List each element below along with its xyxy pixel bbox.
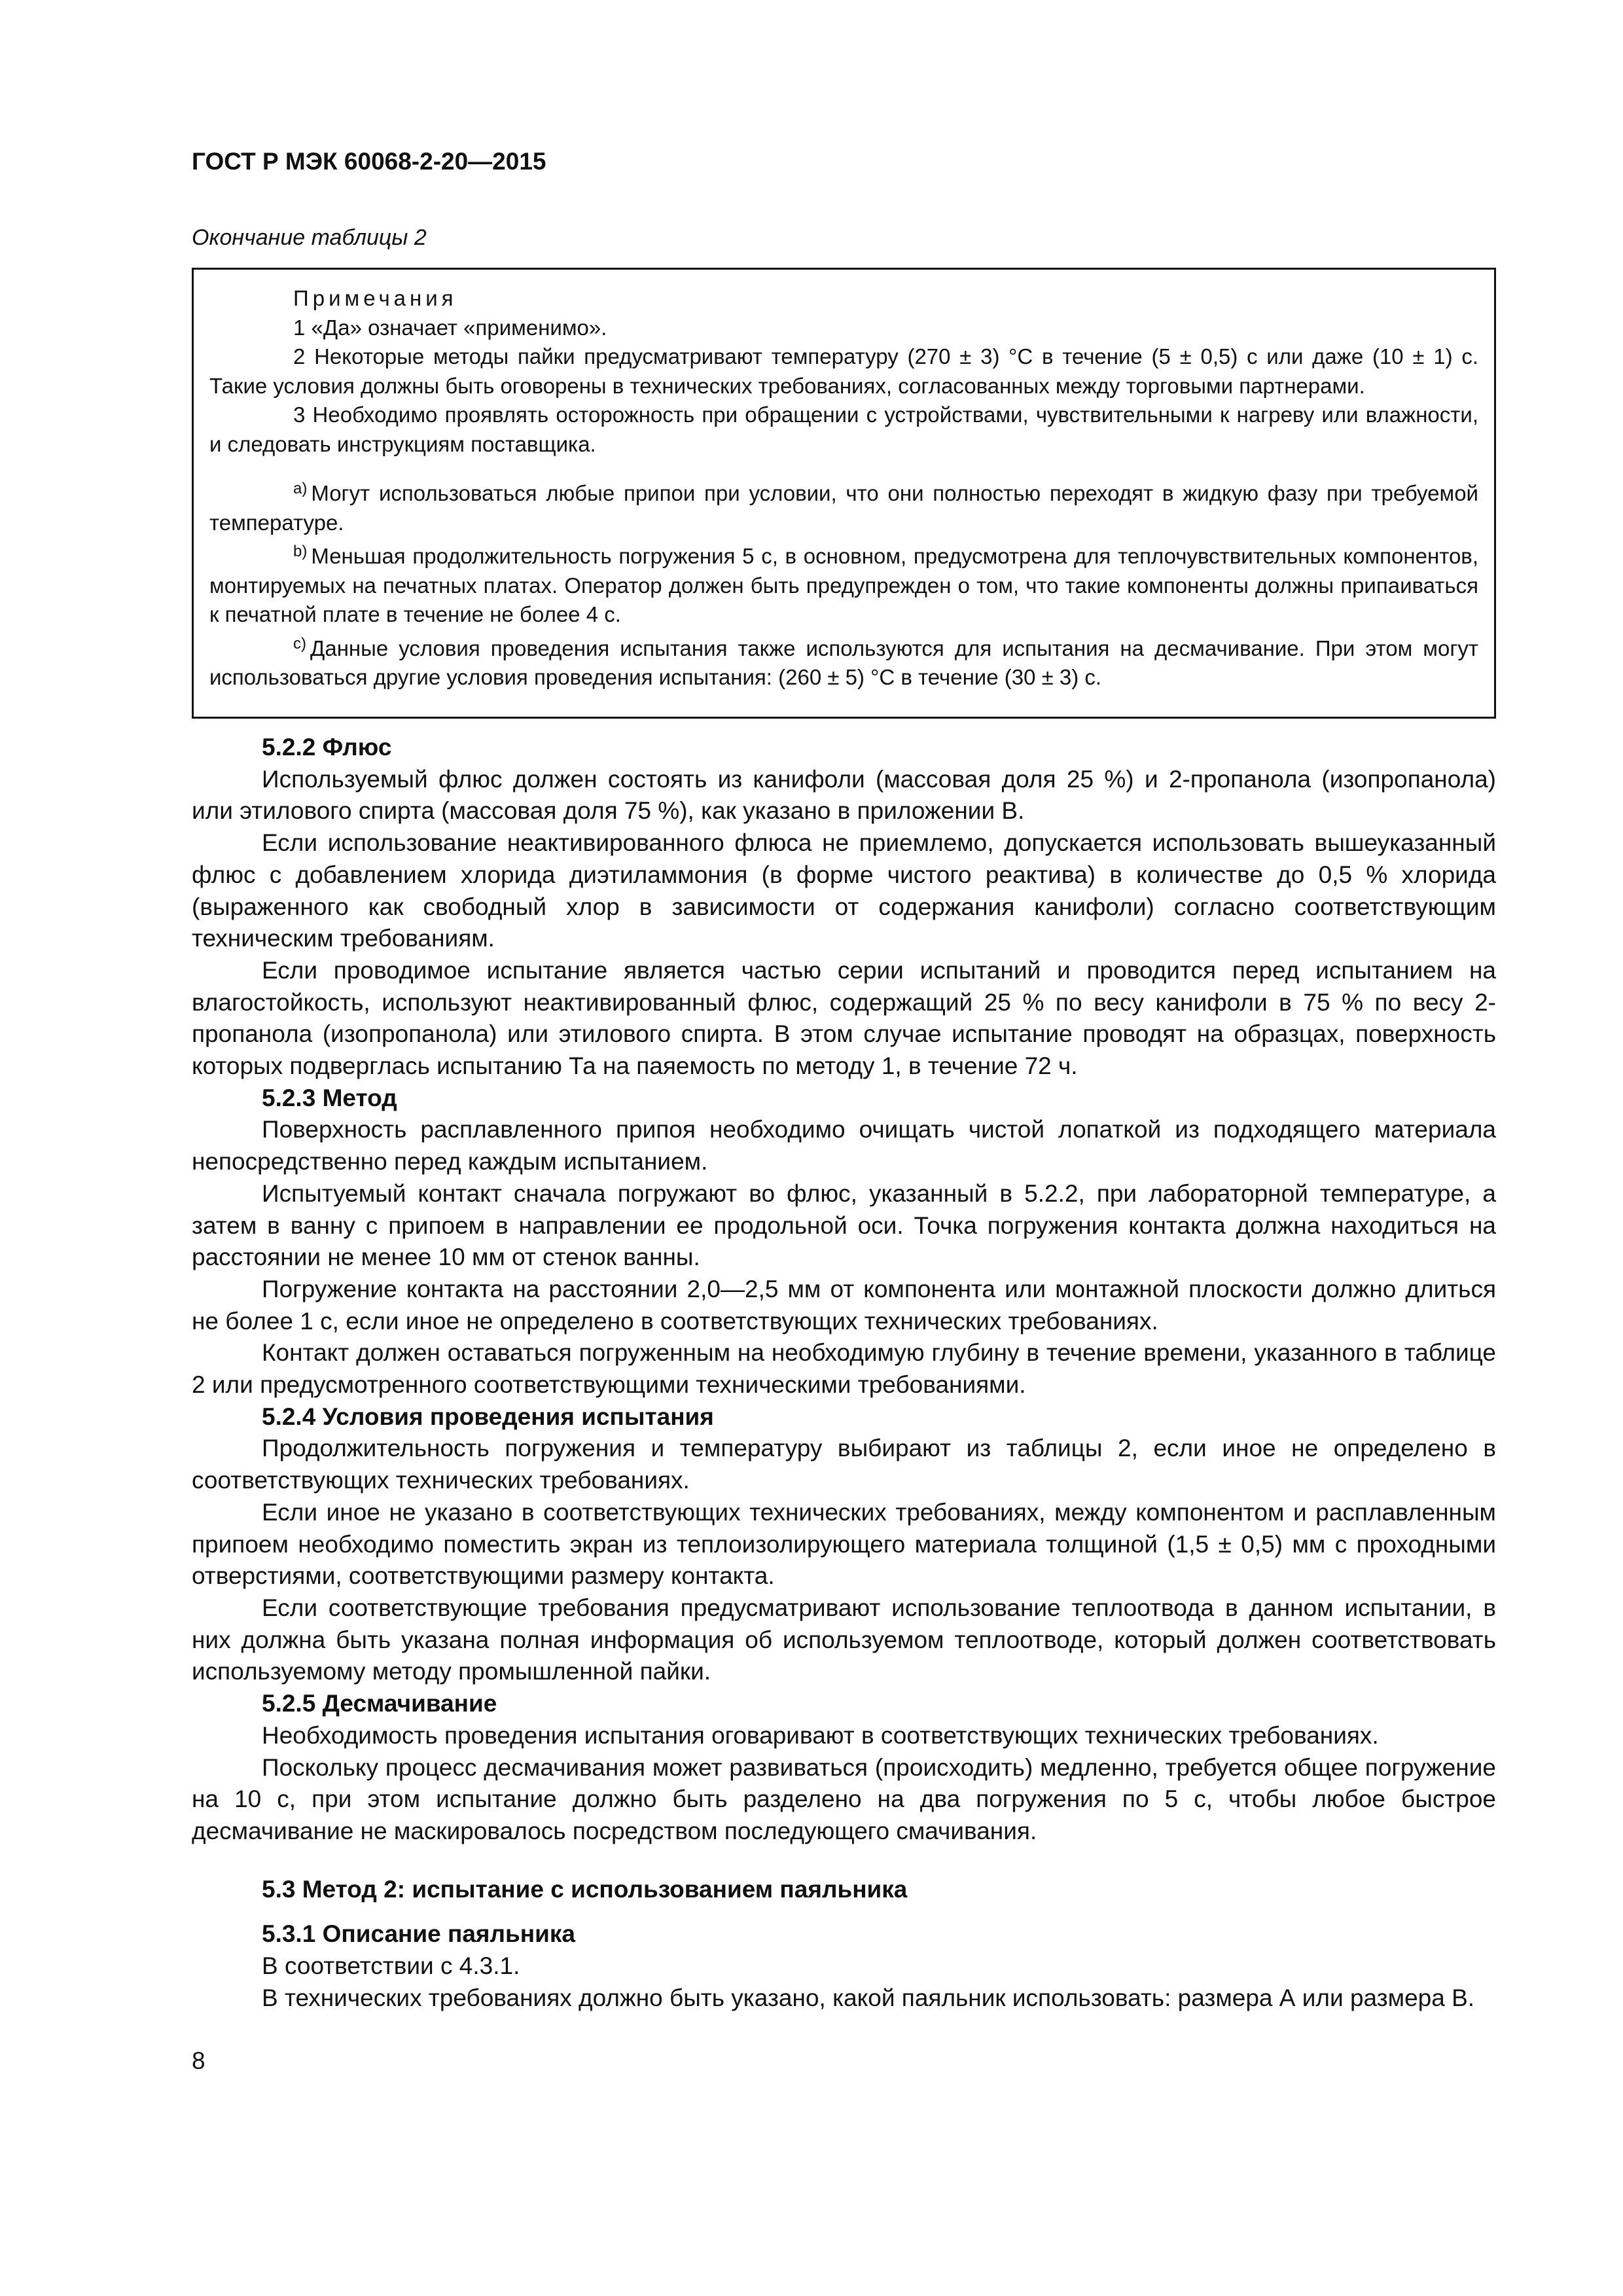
paragraph: Поверхность расплавленного припоя необходимо очищать чистой лопаткой из подходящего материала непосредственно перед каждым испытанием. (192, 1116, 1496, 1175)
note-item: 3 Необходимо проявлять осторожность при обращении с устройствами, чувствительными к нагреву или влажности, и следовать инструкциям поставщика. (209, 403, 1478, 456)
section-heading: 5.3.1 Описание паяльника (262, 1920, 575, 1948)
document-id: ГОСТ Р МЭК 60068-2-20—2015 (192, 148, 546, 175)
footnote (209, 537, 1478, 630)
paragraph: Контакт должен оставаться погруженным на необходимую глубину в течение времени, указанного в таблице 2 или предусмотренного соответствующими техническими требованиями. (192, 1339, 1496, 1399)
paragraph: Необходимость проведения испытания оговаривают в соответствующих технических требованиях. (262, 1721, 1379, 1749)
footnote-text: Меньшая продолжительность погружения 5 с, в основном, предусмотрена для теплочувствительных компонентов, монтируемых на печатных платах. Оператор должен быть предупрежден о том, что такие компоненты должны припаиваться к печатной плате в течение не более 4 с. (209, 544, 1478, 626)
section-heading: 5.2.4 Условия проведения испытания (262, 1403, 714, 1430)
paragraph: Используемый флюс должен состоять из канифоли (массовая доля 25 %) и 2-пропанола (изопропанола) или этилового спирта (массовая доля 75 %), как указано в приложении В. (192, 765, 1496, 825)
footnote-mark: a) (293, 480, 308, 497)
notes-title: Примечания (293, 286, 457, 310)
footnote-text: Данные условия проведения испытания также используются для испытания на десмачивание. При этом могут использоваться другие условия проведения испытания: (260 ± 5) °С в течение (30 ± 3) с. (209, 636, 1478, 689)
section-heading: 5.2.3 Метод (262, 1084, 397, 1111)
footnote-mark: b) (293, 543, 308, 560)
table-continuation-caption: Окончание таблицы 2 (192, 225, 427, 250)
paragraph: Если соответствующие требования предусматривают использование теплоотвода в данном испытании, в них должна быть указана полная информация об используемом теплоотводе, который должен соответствовать используемому методу промышленной пайки. (192, 1594, 1496, 1685)
paragraph: Если иное не указано в соответствующих технических требованиях, между компонентом и расплавленным припоем необходимо поместить экран из теплоизолирующего материала толщиной (1,5 ± 0,5) мм с проходными отверстиями, соответствующими размеру контакта. (192, 1498, 1496, 1590)
section-heading: 5.2.5 Десмачивание (262, 1690, 497, 1717)
paragraph: Продолжительность погружения и температуру выбирают из таблицы 2, если иное не определено в соответствующих технических требованиях. (192, 1435, 1496, 1494)
paragraph: Если проводимое испытание является частью серии испытаний и проводится перед испытанием на влагостойкость, используют неактивированный флюс, содержащий 25 % по весу канифоли в 75 % по весу 2-пропанола (изопропанола) или этилового спирта. В этом случае испытание проводят на образцах, поверхность которых подверглась испытанию Та на паяемость по методу 1, в течение 72 ч. (192, 956, 1496, 1080)
section-heading: 5.3 Метод 2: испытание с использованием паяльника (262, 1875, 908, 1903)
footnote (209, 630, 1478, 692)
note-item: 1 «Да» означает «применимо». (293, 315, 607, 340)
paragraph: Если использование неактивированного флюса не приемлемо, допускается использовать вышеуказанный флюс с добавлением хлорида диэтиламмония (в форме чистого реактива) в количестве до 0,5 % хлорида (выраженного как свободный хлор в зависимости от содержания канифоли) согласно соответствующим техническим требованиям. (192, 829, 1496, 952)
document-body (192, 732, 1496, 2014)
table-notes-box (192, 268, 1496, 719)
footnote (209, 475, 1478, 537)
paragraph: В технических требованиях должно быть указано, какой паяльник использовать: размера А или размера В. (262, 1984, 1475, 2011)
footnote-text: Могут использоваться любые припои при условии, что они полностью переходят в жидкую фазу при требуемой температуре. (209, 481, 1478, 535)
note-item: 2 Некоторые методы пайки предусматривают температуру (270 ± 3) °С в течение (5 ± 0,5) с или даже (10 ± 1) с. Такие условия должны быть оговорены в технических требованиях, согласованных между торговыми партнерами. (209, 344, 1478, 398)
paragraph: Погружение контакта на расстоянии 2,0—2,5 мм от компонента или монтажной плоскости должно длиться не более 1 с, если иное не определено в соответствующих технических требованиях. (192, 1275, 1496, 1335)
paragraph: Поскольку процесс десмачивания может развиваться (происходить) медленно, требуется общее погружение на 10 с, при этом испытание должно быть разделено на два погружения по 5 с, чтобы любое быстрое десмачивание не маскировалось посредством последующего смачивания. (192, 1753, 1496, 1844)
section-heading: 5.2.2 Флюс (262, 734, 392, 761)
paragraph: Испытуемый контакт сначала погружают во флюс, указанный в 5.2.2, при лабораторной температуре, а затем в ванну с припоем в направлении ее продольной оси. Точка погружения контакта должна находиться на расстоянии не менее 10 мм от стенок ванны. (192, 1179, 1496, 1271)
paragraph: В соответствии с 4.3.1. (262, 1952, 520, 1980)
page-number: 8 (192, 2047, 205, 2074)
footnote-mark: c) (293, 634, 306, 653)
